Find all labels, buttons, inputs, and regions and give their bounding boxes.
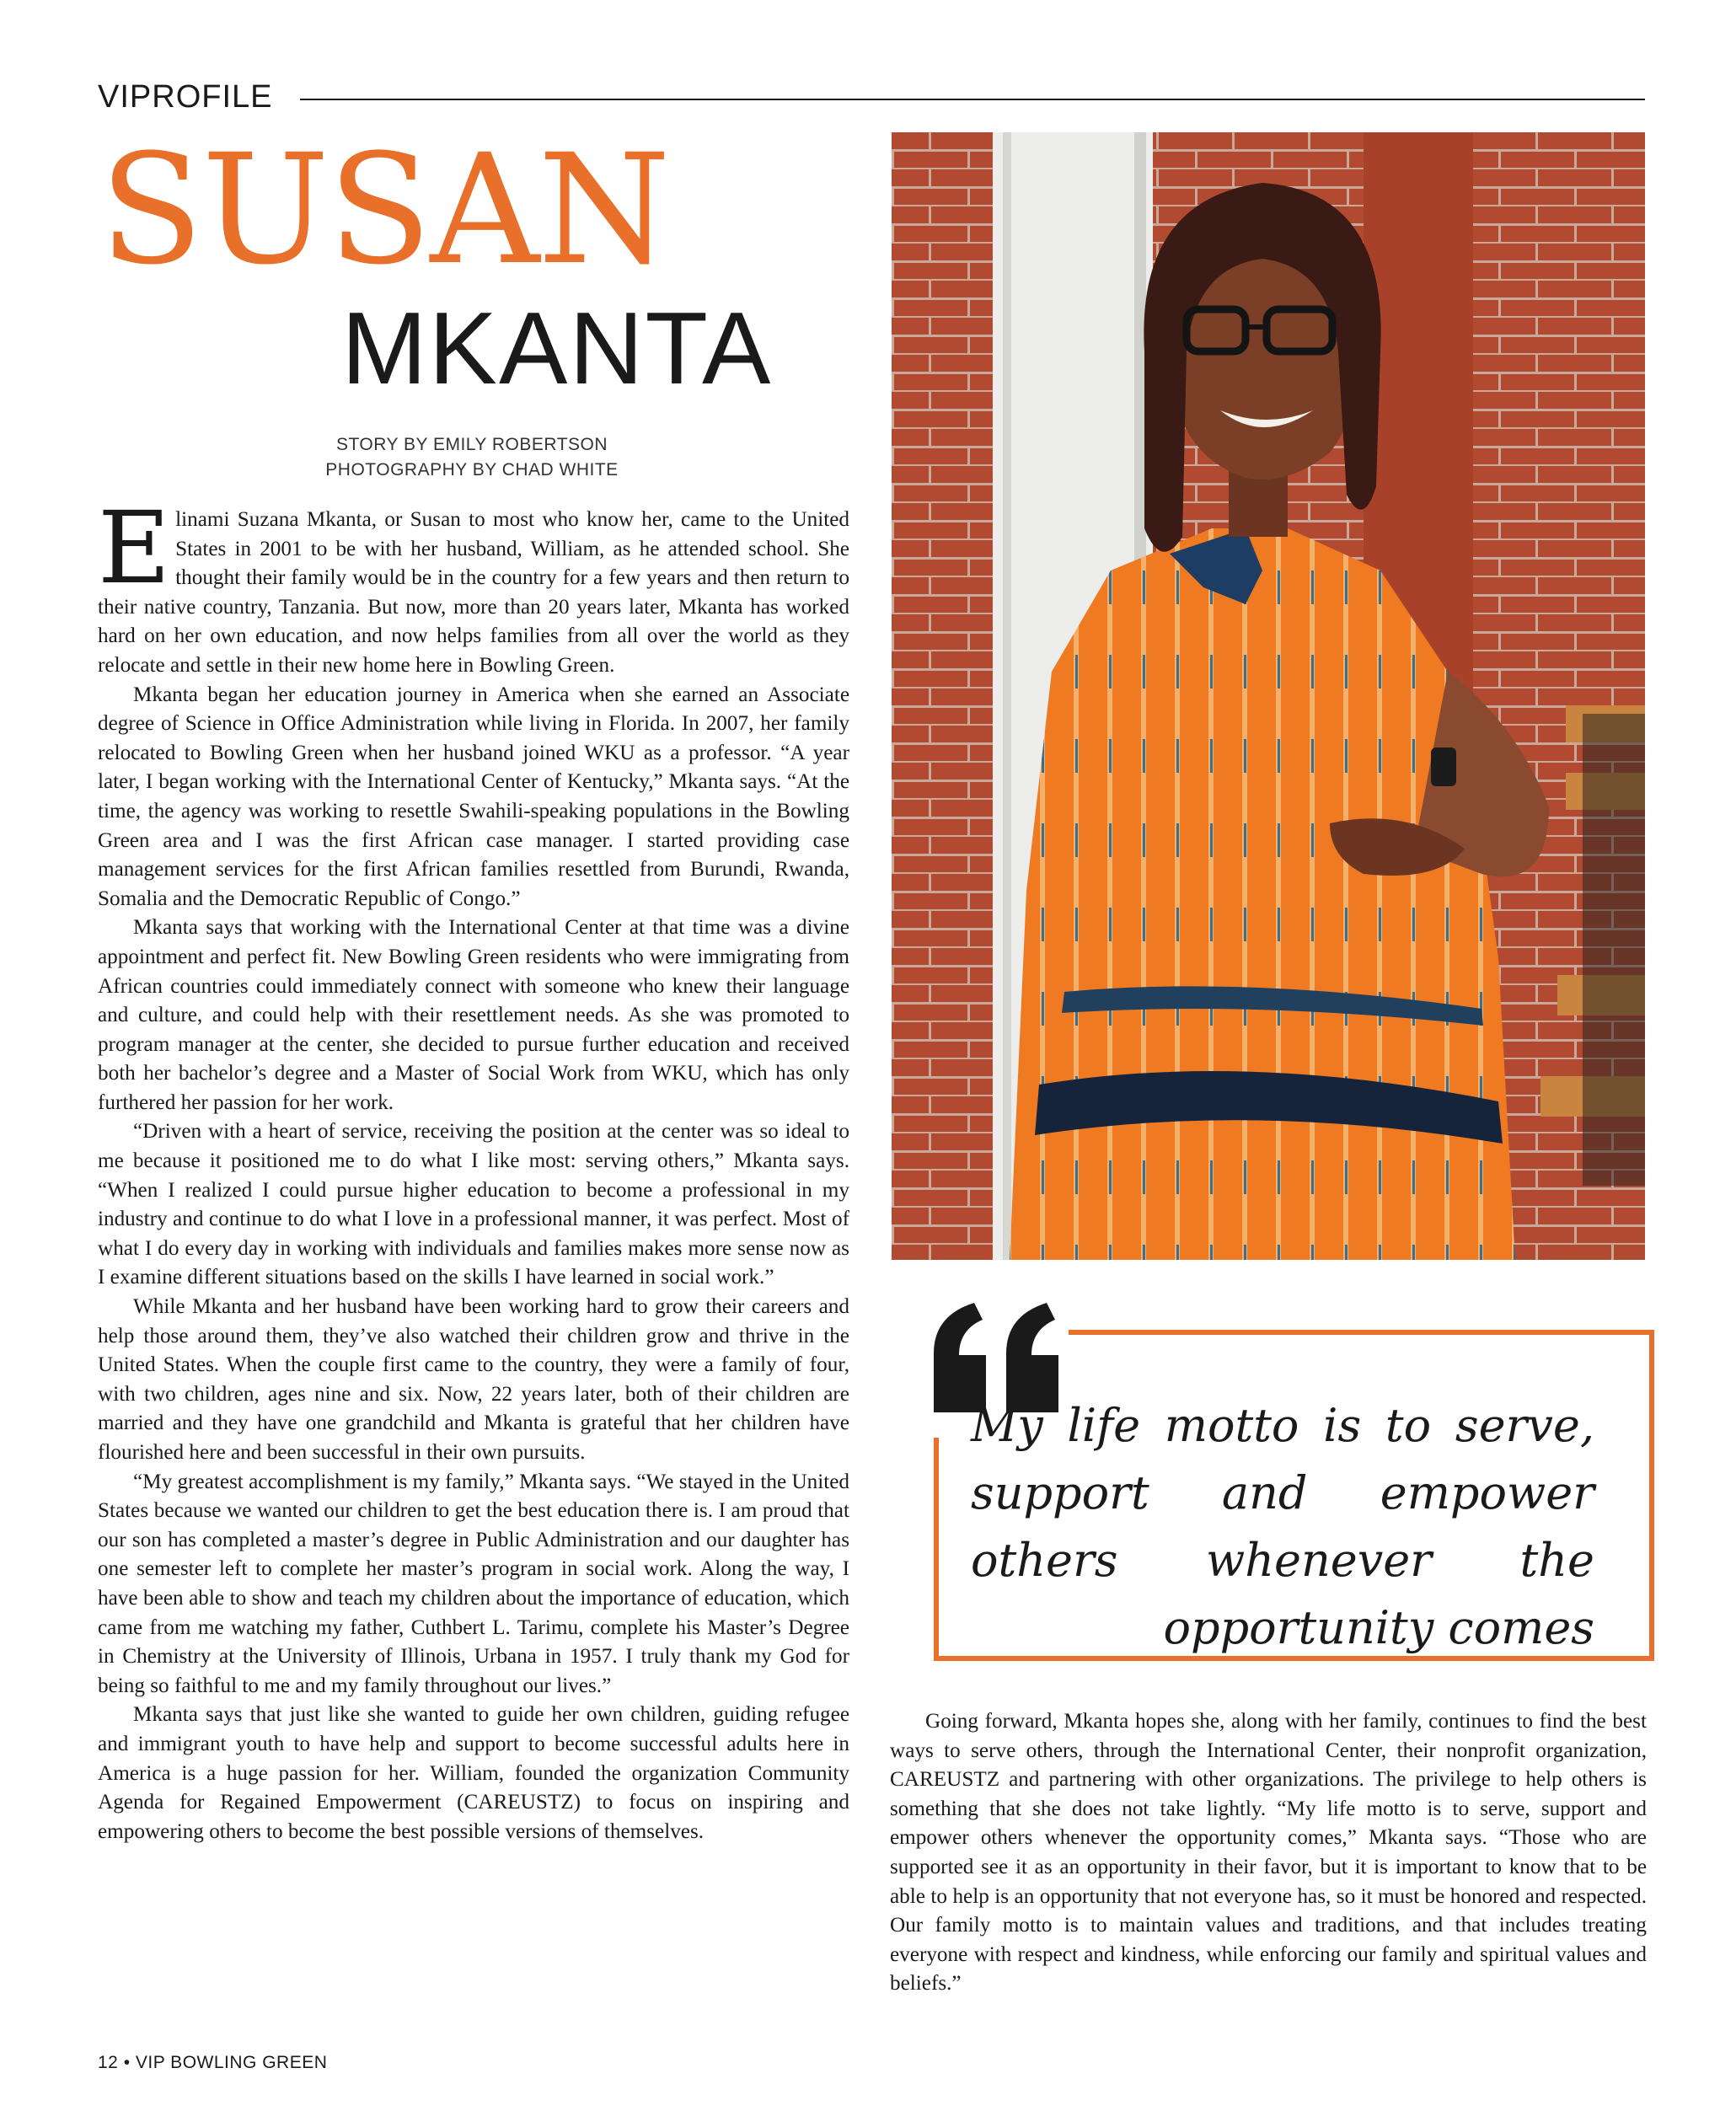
page-folio: 12 • VIP BOWLING GREEN — [98, 2053, 328, 2072]
article-paragraph: “My greatest accomplishment is my family,” Mkanta says. “We stayed in the United States because we wanted our children to get the best education there is. I am proud that our son has completed a master’s degree in Public Administration and our daughter has one semester left to complete her master’s program in social work. Along the way, I have been able to show and teach my children about the importance of education, which came from me watching my father, Cuthbert L. Tarimu, complete his Master’s Degree in Chemistry at the University of Illinois, Urbana in 1957. I truly thank my God for being so faithful to me and my family throughout our lives.” — [98, 1470, 849, 1697]
section-rule — [300, 99, 1645, 100]
article-paragraph: While Mkanta and her husband have been working hard to grow their careers and help those around them, they’ve also watched their children grow and thrive in the United States. When the couple first came to the country, they were a family of four, with two children, ages nine and six. Now, 22 years later, both of their children are married and they have one grandchild and Mkanta is grateful that her children have flourished here and been successful in their own pursuits. — [98, 1295, 849, 1464]
drop-cap: E — [98, 490, 171, 606]
lead-paragraph-text: linami Suzana Mkanta, or Susan to most who know her, came to the United States in 2001 to be with her husband, William, as he attended school. She thought their family would be in the country for a few years and then return to their native country, Tanzania. But now, more than 20 years later, Mkanta has worked hard on her own education, and now helps families from all over the world as they relocate and settle in their new home here in Bowling Green. — [98, 508, 849, 677]
article-lead-paragraph — [98, 490, 849, 681]
article-paragraph: Mkanta says that working with the International Center at that time was a divine appointment and perfect fit. New Bowling Green residents who were immigrating from African countries could immediately connect with someone who knew their language and culture, and could help with their resettlement needs. As she was promoted to program manager at the center, she decided to pursue further education and received both her bachelor’s degree and a Master of Social Work from WKU, which has only furthered her passion for her work. — [98, 916, 849, 1114]
headline-first-name: SUSAN — [99, 122, 669, 298]
article-right-column — [890, 1707, 1647, 1999]
article-paragraph: Mkanta began her education journey in America when she earned an Associate degree of Science in Office Administration while living in Florida. In 2007, her family relocated to Bowling Green when her husband joined WKU as a professor. “A year later, I began working with the International Center of Kentucky,” Mkanta says. “At the time, the agency was working to resettle Swahili-speaking populations in the Bowling Green area and I was the first African case manager. I started providing case management services for the first African families resettled from Burundi, Rwanda, Somalia and the Democratic Republic of Congo.” — [98, 683, 849, 910]
article-paragraph: Going forward, Mkanta hopes she, along with her family, continues to find the best ways to serve others, through the International Center, their nonprofit organization, CAREUSTZ and partnering with other organizations. The privilege to help others is something that she does not take lightly. “My life motto is to serve, support and empower others whenever the opportunity comes,” Mkanta says. “Those who are supported see it as an opportunity in their favor, but it is important to know that to be able to help is an opportunity that not everyone has, so it must be honored and respected. Our family motto is to maintain values and traditions, and that includes treating everyone with respect and kindness, while enforcing our family and spiritual values and beliefs.” — [890, 1710, 1647, 1996]
article-paragraph: “Driven with a heart of service, receiving the position at the center was so ideal to me because it positioned me to do what I like most: serving others,” Mkanta says. “When I realized I could pursue higher education to become a professional in my industry and continue to do what I love in a professional manner, it was perfect. Most of what I do every day in working with individuals and families makes more sense now as I examine different situations based on the skills I have learned in social work.” — [98, 1120, 849, 1289]
article-left-column — [98, 490, 849, 1846]
photo-credit: PHOTOGRAPHY BY CHAD WHITE — [325, 460, 619, 480]
article-paragraph: Mkanta says that just like she wanted to guide her own children, guiding refugee and immigrant youth to have help and support to become successful adults here in America is a huge passion for her. William, founded the organization Community Agenda for Regained Empowerment (CAREUSTZ) to focus on inspiring and empowering others to become the best possible versions of themselves. — [98, 1703, 849, 1843]
story-credit: STORY BY EMILY ROBERTSON — [335, 435, 608, 454]
portrait-photo — [892, 132, 1645, 1260]
headline-last-name: MKANTA — [341, 291, 773, 405]
section-label: VIPROFILE — [98, 79, 273, 115]
pull-quote: My life motto is to serve, support and empower others whenever the opportunity comes — [971, 1399, 1594, 1654]
